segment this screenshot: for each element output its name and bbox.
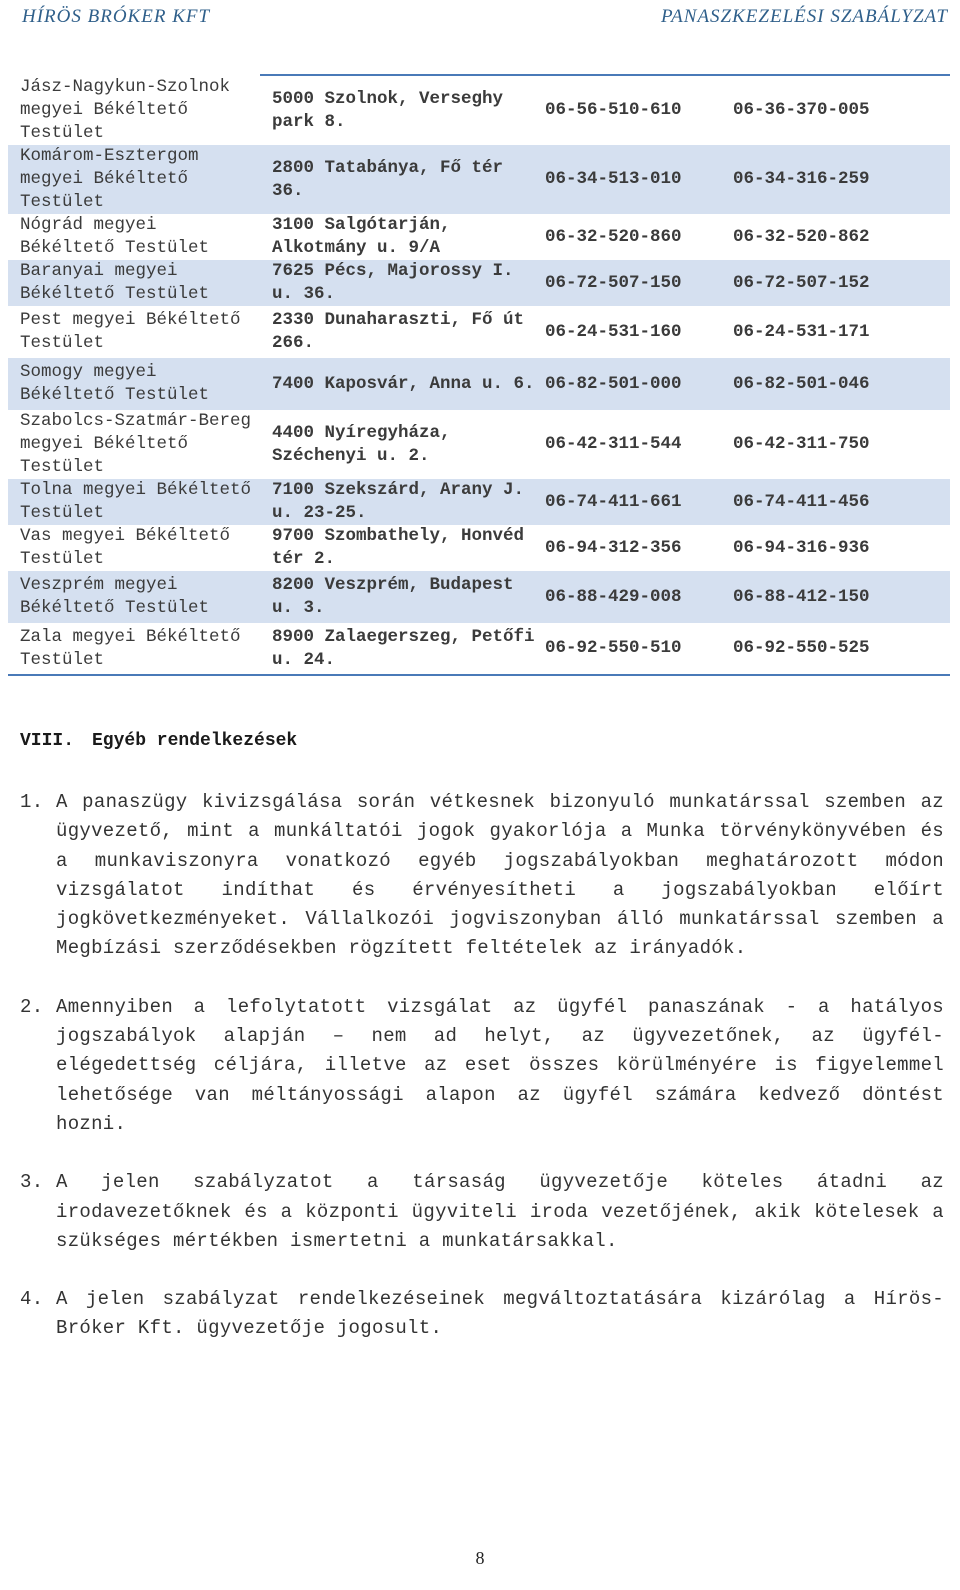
board-phone: 06-32-520-860: [545, 226, 682, 247]
provision-text: Amennyiben a lefolytatott vizsgálat az ügyfél panaszának - a hatályos jogszabályok alapján – nem ad helyt, az ügyvezetőnek, az ügyfél-elégedettség céljára, illetve az eset összes körülményére is figyelemmel lehetősége van méltányossági alapon az ügyfél számára kedvező döntést hozni.: [56, 995, 944, 1135]
board-fax: 06-34-316-259: [725, 145, 950, 214]
board-fax: 06-32-520-862: [733, 226, 870, 247]
list-item: [20, 1285, 944, 1344]
board-phone: 06-88-429-008: [537, 571, 725, 623]
board-name: Szabolcs-Szatmár-Bereg megyei Békéltető Testület: [20, 411, 252, 477]
company-name: HÍRÖS BRÓKER KFT: [22, 6, 211, 27]
list-item: [20, 788, 944, 964]
board-fax: 06-74-411-456: [725, 479, 950, 525]
board-fax: 06-94-316-936: [733, 537, 870, 558]
board-address: 5000 Szolnok, Verseghy park 8.: [260, 75, 537, 145]
board-name: Veszprém megyei Békéltető Testület: [8, 571, 260, 623]
table-row: [8, 260, 950, 306]
board-fax: 06-88-412-150: [725, 571, 950, 623]
board-address: 7100 Szekszárd, Arany J. u. 23-25.: [260, 479, 537, 525]
board-name: Pest megyei Békéltető Testület: [20, 310, 241, 353]
board-phone: 06-82-501-000: [537, 358, 725, 410]
arbitration-board-table: [8, 74, 950, 676]
table-row: [8, 623, 950, 675]
board-fax: 06-42-311-750: [733, 434, 870, 454]
board-name: Zala megyei Békéltető Testület: [8, 623, 260, 675]
board-phone: 06-42-311-544: [545, 434, 682, 454]
board-address: 9700 Szombathely, Honvéd tér 2.: [272, 526, 525, 569]
board-address: 2800 Tatabánya, Fő tér 36.: [260, 145, 537, 214]
provision-number: 4.: [20, 1288, 44, 1311]
board-name: Jász-Nagykun-Szolnok megyei Békéltető Testület: [8, 75, 260, 145]
section-number: VIII.: [20, 731, 75, 751]
board-fax: 06-36-370-005: [725, 75, 950, 145]
table-row: [8, 571, 950, 623]
board-phone: 06-72-507-150: [537, 260, 725, 306]
table-row: [8, 410, 950, 479]
table-row: [8, 358, 950, 410]
provision-text: A panaszügy kivizsgálása során vétkesnek bizonyuló munkatárssal szemben az ügyvezető, mint a munkáltatói jogok gyakorlója a Munka törvénykönyvében és a munkaviszonyra vonatkozó egyéb jogszabályokban meghatározott módon vizsgálatot indíthat és érvényesítheti a jogszabályokban előírt jogkövetkezményeket. Vállalkozói jogviszonyban álló munkatárssal szemben a Megbízási szerződésekben rögzített feltételek az irányadók.: [56, 791, 944, 960]
provision-text: A jelen szabályzatot a társaság ügyvezetője köteles átadni az irodavezetőknek és a központi ügyviteli iroda vezetőjének, akik kötelesek a szükséges mértékben ismertetni a munkatársakkal.: [56, 1171, 944, 1252]
section-heading: [20, 731, 297, 751]
board-phone: 06-24-531-160: [545, 321, 682, 342]
board-name: Vas megyei Békéltető Testület: [20, 526, 231, 569]
board-phone: 06-94-312-356: [545, 537, 682, 558]
board-address: 4400 Nyíregyháza, Széchenyi u. 2.: [272, 422, 451, 466]
table-row: [8, 525, 950, 571]
board-name: Tolna megyei Békéltető Testület: [8, 479, 260, 525]
board-address: 3100 Salgótarján, Alkotmány u. 9/A: [272, 215, 451, 258]
provision-number: 3.: [20, 1171, 44, 1194]
table-row: [8, 214, 950, 260]
board-name: Somogy megyei Békéltető Testület: [8, 358, 260, 410]
board-fax: 06-72-507-152: [725, 260, 950, 306]
provision-text: A jelen szabályzat rendelkezéseinek megváltoztatására kizárólag a Hírös-Bróker Kft. ügyvezetője jogosult.: [56, 1288, 944, 1340]
board-name: Baranyai megyei Békéltető Testület: [8, 260, 260, 306]
list-item: [20, 1168, 944, 1256]
board-name: Komárom-Esztergom megyei Békéltető Testület: [8, 145, 260, 214]
provision-number: 2.: [20, 995, 44, 1018]
table-row: [8, 479, 950, 525]
board-address: 7400 Kaposvár, Anna u. 6.: [260, 358, 537, 410]
provisions-list: [20, 788, 944, 1373]
board-address: 2330 Dunaharaszti, Fő út 266.: [272, 310, 525, 353]
table-row: [8, 75, 950, 145]
board-phone: 06-34-513-010: [537, 145, 725, 214]
provision-number: 1.: [20, 791, 44, 813]
board-phone: 06-74-411-661: [537, 479, 725, 525]
board-address: 7625 Pécs, Majorossy I. u. 36.: [260, 260, 537, 306]
board-address: 8200 Veszprém, Budapest u. 3.: [260, 571, 537, 623]
document-title: PANASZKEZELÉSI SZABÁLYZAT: [661, 6, 948, 27]
board-phone: 06-56-510-610: [537, 75, 725, 145]
page-number: 8: [475, 1548, 485, 1568]
section-title-text: Egyéb rendelkezések: [92, 731, 298, 751]
board-name: Nógrád megyei Békéltető Testület: [20, 215, 210, 258]
board-fax: 06-82-501-046: [725, 358, 950, 410]
board-phone: 06-92-550-510: [537, 623, 725, 675]
list-item: [20, 993, 944, 1139]
table-row: [8, 306, 950, 358]
board-address: 8900 Zalaegerszeg, Petőfi u. 24.: [260, 623, 537, 675]
table-row: [8, 145, 950, 214]
board-fax: 06-92-550-525: [725, 623, 950, 675]
board-fax: 06-24-531-171: [733, 321, 870, 342]
page-header: [22, 6, 948, 36]
